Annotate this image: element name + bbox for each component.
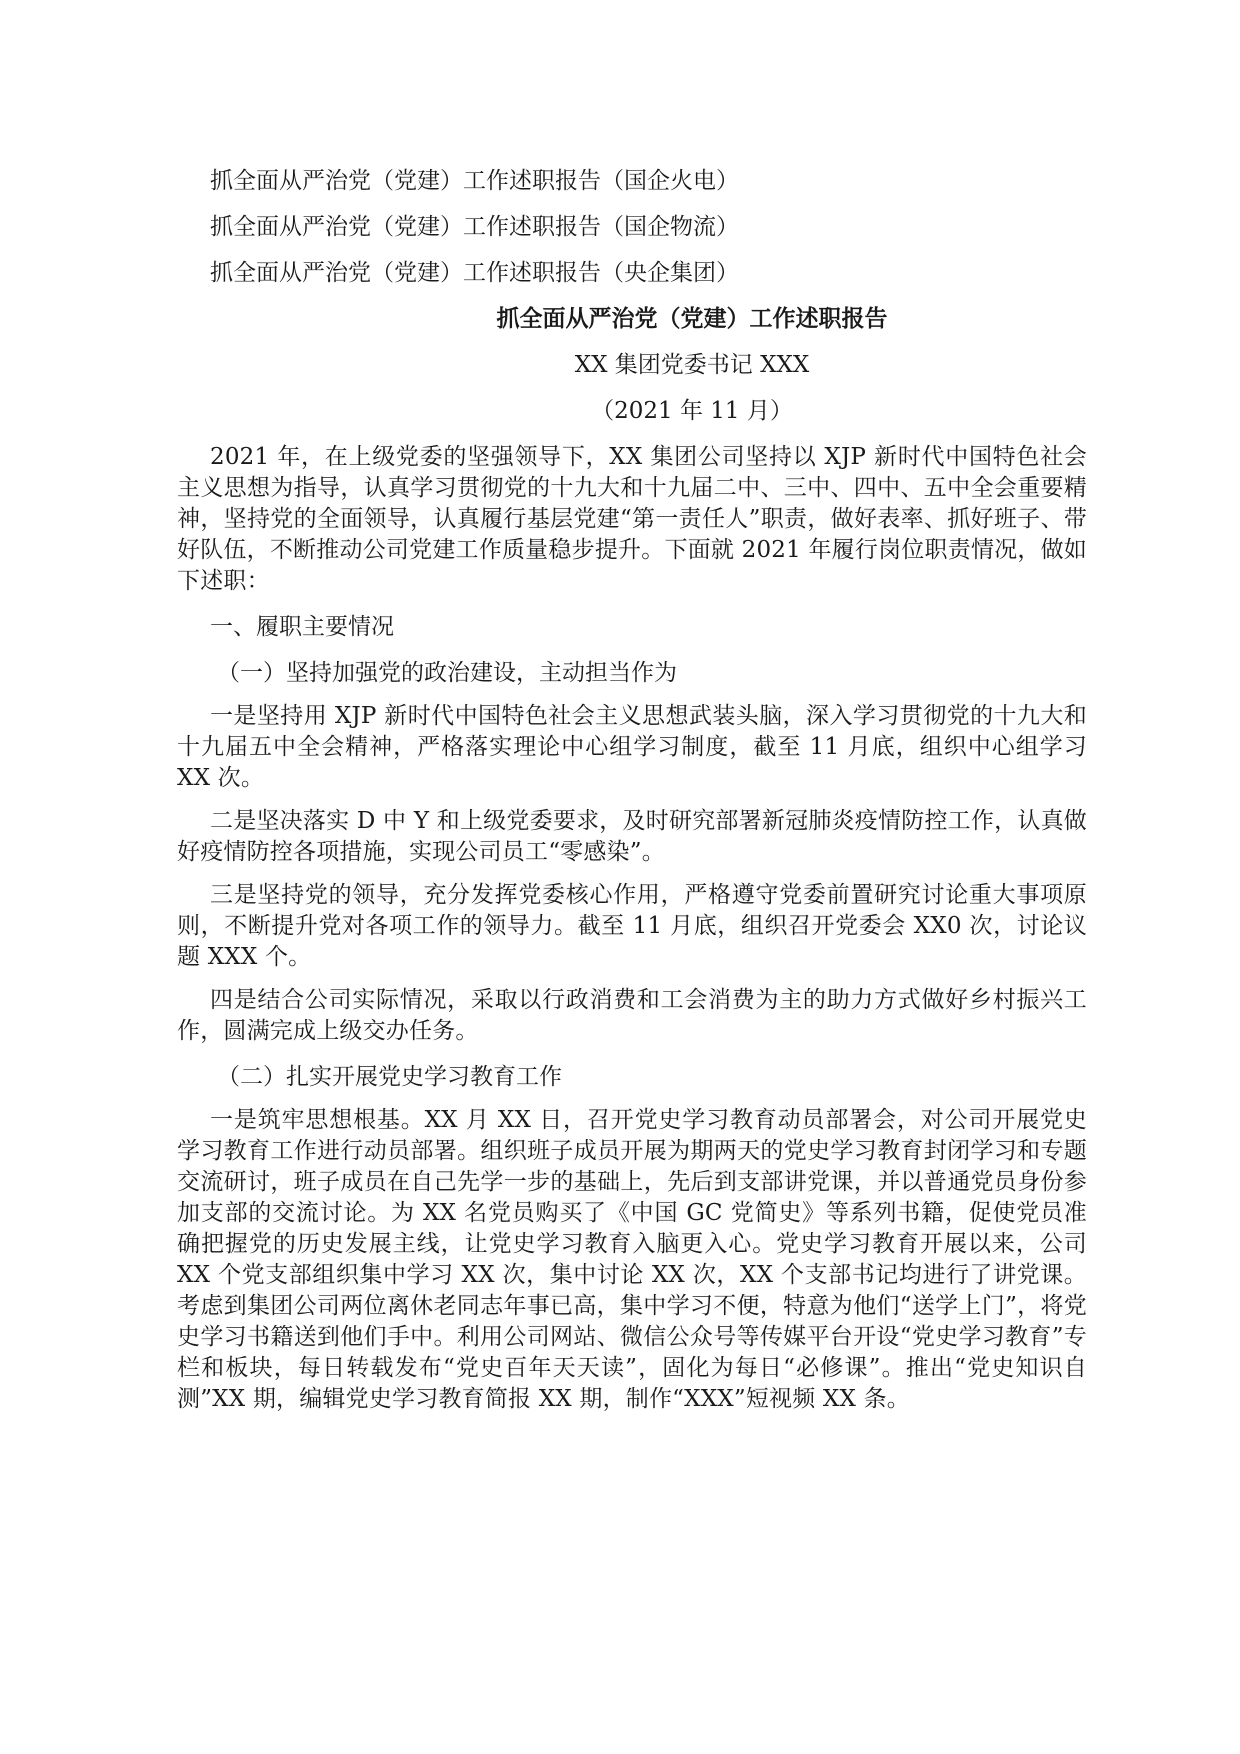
intro-paragraph: 2021 年，在上级党委的坚强领导下，XX 集团公司坚持以 XJP 新时代中国特色社会主义思想为指导，认真学习贯彻党的十九大和十九届二中、三中、四中、五中全会重要精神，坚持党的全面领导，认真履行基层党建“第一责任人”职责，做好表率、抓好班子、带好队伍，不断推动公司党建工作质量稳步提升。下面就 2021 年履行岗位职责情况，做如下述职： <box>177 444 1087 594</box>
paragraph-first-point: 一是坚持用 XJP 新时代中国特色社会主义思想武装头脑，深入学习贯彻党的十九大和十九届五中全会精神，严格落实理论中心组学习制度，截至 11 月底，组织中心组学习 XX 次。 <box>177 703 1087 791</box>
toc-item-thermal-power: 抓全面从严治党（党建）工作述职报告（国企火电） <box>210 168 739 194</box>
report-date: （2021 年 11 月） <box>591 398 793 424</box>
paragraph-second-point: 二是坚决落实 D 中 Y 和上级党委要求，及时研究部署新冠肺炎疫情防控工作，认真做好疫情防控各项措施，实现公司员工“零感染”。 <box>177 808 1087 865</box>
toc-item-logistics: 抓全面从严治党（党建）工作述职报告（国企物流） <box>210 214 739 240</box>
document-page <box>177 158 1087 1427</box>
subsection-heading-political: （一）坚持加强党的政治建设，主动担当作为 <box>217 660 677 686</box>
toc-item-central-group: 抓全面从严治党（党建）工作述职报告（央企集团） <box>210 260 739 286</box>
report-author: XX 集团党委书记 XXX <box>574 352 810 378</box>
subsection-heading-party-history: （二）扎实开展党史学习教育工作 <box>217 1064 562 1090</box>
paragraph-third-point: 三是坚持党的领导，充分发挥党委核心作用，严格遵守党委前置研究讨论重大事项原则，不断提升党对各项工作的领导力。截至 11 月底，组织召开党委会 XX0 次，讨论议题 XXX 个。 <box>177 882 1087 970</box>
report-title: 抓全面从严治党（党建）工作述职报告 <box>496 306 888 332</box>
section-heading: 一、履职主要情况 <box>210 614 394 640</box>
paragraph-party-history: 一是筑牢思想根基。XX 月 XX 日，召开党史学习教育动员部署会，对公司开展党史学习教育工作进行动员部署。组织班子成员开展为期两天的党史学习教育封闭学习和专题交流研讨，班子成员在自己先学一步的基础上，先后到支部讲党课，并以普通党员身份参加支部的交流讨论。为 XX 名党员购买了《中国 GC 党简史》等系列书籍，促使党员准确把握党的历史发展主线，让党史学习教育入脑更入心。党史学习教育开展以来，公司 XX 个党支部组织集中学习 XX 次，集中讨论 XX 次，XX 个支部书记均进行了讲党课。考虑到集团公司两位离休老同志年事已高，集中学习不便，特意为他们“送学上门”，将党史学习书籍送到他们手中。利用公司网站、微信公众号等传媒平台开设“党史学习教育”专栏和板块，每日转载发布“党史百年天天读”，固化为每日“必修课”。推出“党史知识自测”XX 期，编辑党史学习教育简报 XX 期，制作“XXX”短视频 XX 条。 <box>177 1107 1087 1412</box>
paragraph-fourth-point: 四是结合公司实际情况，采取以行政消费和工会消费为主的助力方式做好乡村振兴工作，圆满完成上级交办任务。 <box>177 987 1087 1044</box>
